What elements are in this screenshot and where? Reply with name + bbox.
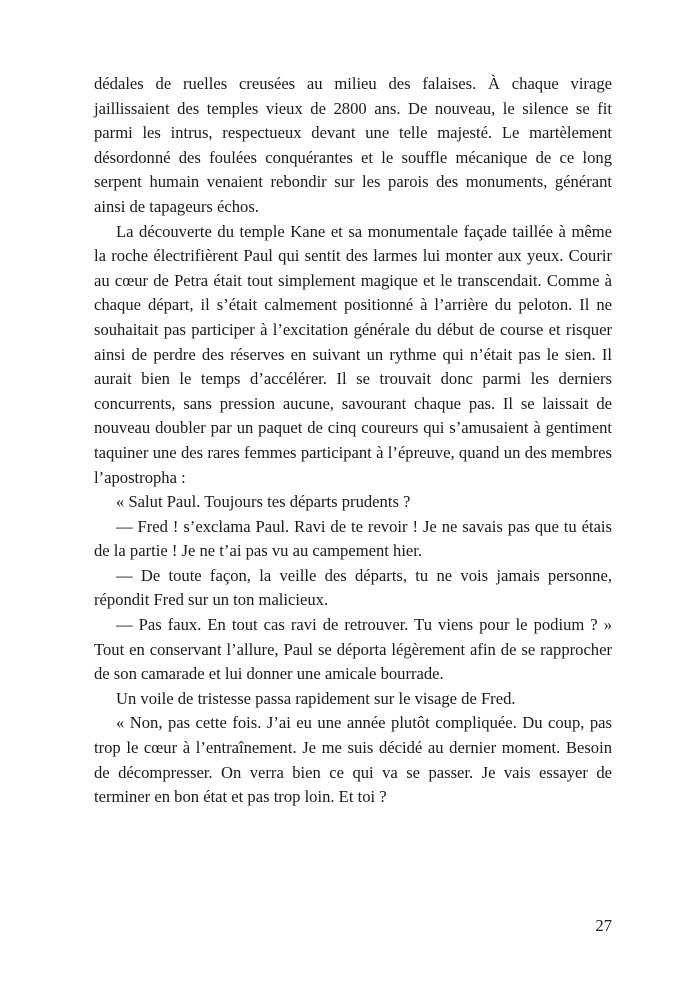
paragraph-1: dédales de ruelles creusées au milieu des falaises. À chaque virage jaillissaient des temples vieux de 2800 ans. De nouveau, le silence se fit parmi les intrus, respectueux devant une telle majesté. Le martèlement désordonné des foulées conquérantes et le souffle mécanique de ce long serpent humain venaient rebondir sur les parois des monuments, générant ainsi de tapageurs échos. xyxy=(94,74,612,216)
paragraph-8: « Non, pas cette fois. J’ai eu une année plutôt compliquée. Du coup, pas trop le cœur à l’entraînement. Je me suis décidé au dernier moment. Besoin de décompresser. On verra bien ce qui va se passer. Je vais essayer de terminer en bon état et pas trop loin. Et toi ? xyxy=(94,713,612,807)
paragraph-4: — Fred ! s’exclama Paul. Ravi de te revoir ! Je ne savais pas que tu étais de la partie ! Je ne t’ai pas vu au campement hier. xyxy=(94,516,612,561)
paragraph-3: « Salut Paul. Toujours tes départs prudents ? xyxy=(116,492,411,512)
paragraph-6: — Pas faux. En tout cas ravi de retrouver. Tu viens pour le podium ? » Tout en conservant l’allure, Paul se déporta légèrement afin de se rapprocher de son camarade et lui donner une amicale bourrade. xyxy=(94,615,612,684)
page-number: 27 xyxy=(595,916,612,935)
body-text xyxy=(94,72,612,810)
paragraph-7: Un voile de tristesse passa rapidement sur le visage de Fred. xyxy=(116,688,516,708)
paragraph-2: La découverte du temple Kane et sa monumentale façade taillée à même la roche électrifièrent Paul qui sentit des larmes lui monter aux yeux. Courir au cœur de Petra était tout simplement magique et le transcendait. Comme à chaque départ, il s’était calmement positionné à l’arrière du peloton. Il ne souhaitait pas participer à l’excitation générale du début de course et risquer ainsi de perdre des réserves en suivant un rythme qui n’était pas le sien. Il aurait bien le temps d’accélérer. Il se trouvait donc parmi les derniers concurrents, sans pression aucune, savourant chaque pas. Il se laissait de nouveau doubler par un paquet de cinq coureurs qui s’amusaient à gentiment taquiner une des rares femmes participant à l’épreuve, quand un des membres l’apostropha : xyxy=(94,221,612,487)
paragraph-5: — De toute façon, la veille des départs, tu ne vois jamais personne, répondit Fred sur un ton malicieux. xyxy=(94,565,612,610)
